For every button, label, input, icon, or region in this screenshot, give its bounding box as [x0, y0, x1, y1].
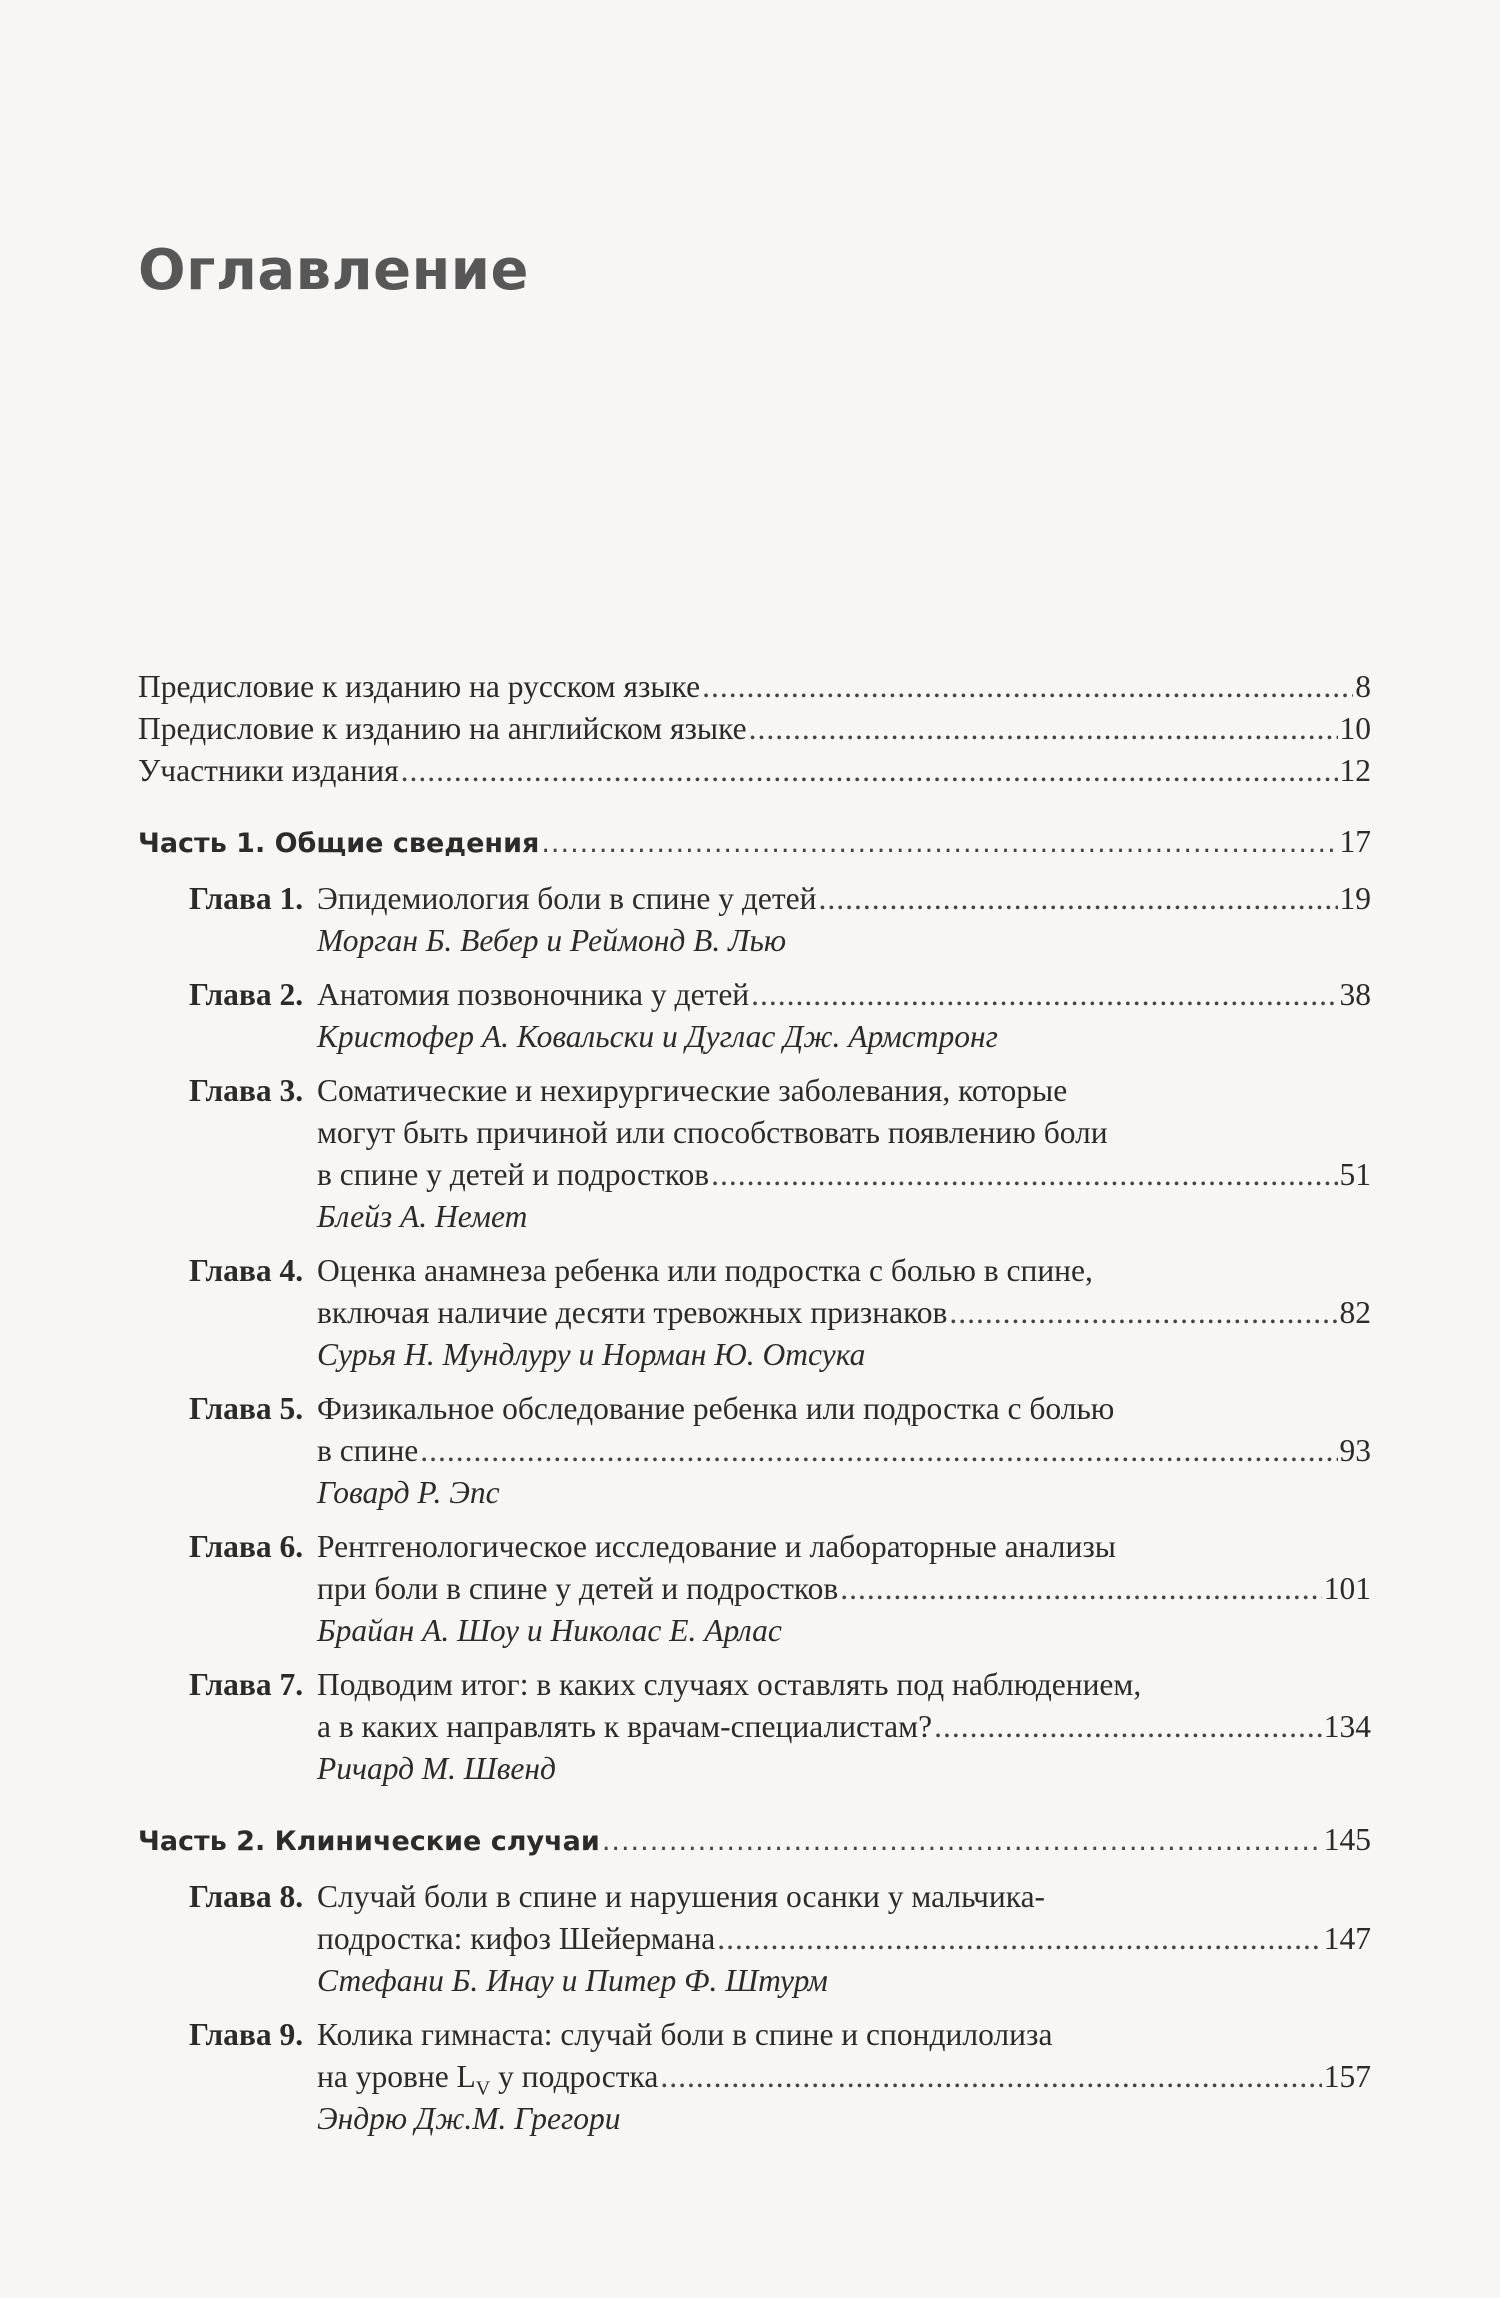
page-number: 145	[1323, 1822, 1371, 1857]
toc-chapter-2[interactable]	[138, 974, 1371, 1058]
entry-text: Участники издания	[138, 753, 399, 788]
leader-dots	[818, 878, 1337, 920]
page-number: 101	[1323, 1571, 1371, 1606]
page-number: 147	[1323, 1921, 1371, 1956]
page-number: 8	[1355, 669, 1371, 704]
page-number: 38	[1339, 977, 1371, 1012]
chapter-authors: Ричард М. Швенд	[317, 1751, 556, 1786]
leader-dots	[660, 2056, 1321, 2098]
chapter-label: Глава 4.	[189, 1253, 304, 1288]
vertebra-subscript: V	[475, 2077, 491, 2100]
page-number: 157	[1323, 2059, 1371, 2094]
chapter-authors: Блейз А. Немет	[317, 1199, 528, 1234]
part-title: Часть 1. Общие сведения	[138, 828, 540, 859]
toc-chapter-5[interactable]	[138, 1388, 1371, 1514]
page-number: 12	[1339, 753, 1371, 788]
toc-part-1[interactable]	[138, 820, 1371, 864]
chapter-title-line-2: при боли в спине у детей и подростков	[317, 1571, 839, 1606]
toc-part-2[interactable]	[138, 1818, 1371, 1862]
chapter-title-line-2: могут быть причиной или способствовать появлению боли	[317, 1115, 1108, 1150]
chapter-title-line-1: Физикальное обследование ребенка или подростка с болью	[317, 1391, 1115, 1426]
page-number: 82	[1339, 1295, 1371, 1330]
chapter-title: Анатомия позвоночника у детей	[317, 977, 750, 1012]
toc-chapter-8[interactable]	[138, 1876, 1371, 2002]
leader-dots	[711, 1154, 1337, 1196]
leader-dots	[840, 1568, 1322, 1610]
chapter-title-line-1: Рентгенологическое исследование и лабораторные анализы	[317, 1529, 1116, 1564]
leader-dots	[401, 750, 1338, 792]
leader-dots	[420, 1430, 1337, 1472]
toc-chapter-1[interactable]	[138, 878, 1371, 962]
chapter-label: Глава 9.	[189, 2017, 304, 2052]
page-number: 93	[1339, 1433, 1371, 1468]
chapter-title-line-2: в спине	[317, 1433, 419, 1468]
chapter-authors: Сурья Н. Мундлуру и Норман Ю. Отсука	[317, 1337, 866, 1372]
entry-text: Предисловие к изданию на английском языке	[138, 711, 747, 746]
leader-dots	[749, 708, 1338, 750]
chapter-title-line-3: в спине у детей и подростков	[317, 1157, 710, 1192]
title-text-cont: у подростка	[490, 2059, 659, 2094]
chapter-title-line-2: а в каких направлять к врачам-специалистам?	[317, 1709, 933, 1744]
toc-entry-contributors[interactable]	[138, 750, 1371, 792]
chapter-authors: Морган Б. Вебер и Реймонд В. Лью	[317, 923, 787, 958]
chapter-title: Эпидемиология боли в спине у детей	[317, 881, 817, 916]
entry-text: Предисловие к изданию на русском языке	[138, 669, 701, 704]
page-number: 51	[1339, 1157, 1371, 1192]
leader-dots	[702, 666, 1353, 708]
page-number: 17	[1339, 824, 1371, 859]
chapter-label: Глава 2.	[189, 977, 304, 1012]
chapter-label: Глава 1.	[189, 881, 304, 916]
leader-dots	[541, 822, 1337, 866]
chapter-authors: Стефани Б. Инау и Питер Ф. Штурм	[317, 1963, 828, 1998]
page-number: 134	[1323, 1709, 1371, 1744]
leader-dots	[949, 1292, 1337, 1334]
toc-chapter-6[interactable]	[138, 1526, 1371, 1652]
toc-chapter-3[interactable]	[138, 1070, 1371, 1238]
chapter-title-line-2: включая наличие десяти тревожных признаков	[317, 1295, 948, 1330]
chapter-title-line-1: Оценка анамнеза ребенка или подростка с болью в спине,	[317, 1253, 1093, 1288]
table-of-contents	[138, 666, 1371, 2140]
part-title: Часть 2. Клинические случаи	[138, 1826, 600, 1857]
chapter-label: Глава 6.	[189, 1529, 304, 1564]
leader-dots	[934, 1706, 1322, 1748]
toc-entry-preface-en[interactable]	[138, 708, 1371, 750]
toc-chapter-4[interactable]	[138, 1250, 1371, 1376]
toc-chapter-9[interactable]	[138, 2014, 1371, 2140]
leader-dots	[751, 974, 1337, 1016]
chapter-label: Глава 3.	[189, 1073, 304, 1108]
chapter-label: Глава 8.	[189, 1879, 304, 1914]
toc-chapter-7[interactable]	[138, 1664, 1371, 1790]
page-number: 10	[1339, 711, 1371, 746]
title-text: на уровне L	[317, 2059, 476, 2094]
chapter-authors: Брайан А. Шоу и Николас Е. Арлас	[317, 1613, 782, 1648]
toc-entry-preface-ru[interactable]	[138, 666, 1371, 708]
chapter-title-line-1: Случай боли в спине и нарушения осанки у мальчика-	[317, 1879, 1046, 1914]
chapter-authors: Говард Р. Эпс	[317, 1475, 500, 1510]
leader-dots	[602, 1820, 1322, 1864]
leader-dots	[717, 1918, 1322, 1960]
page-title: Оглавление	[138, 238, 530, 303]
chapter-title-line-1: Колика гимнаста: случай боли в спине и спондилолиза	[317, 2017, 1053, 2052]
page-number: 19	[1339, 881, 1371, 916]
chapter-title-line-2: подростка: кифоз Шейермана	[317, 1921, 716, 1956]
chapter-authors: Эндрю Дж.М. Грегори	[317, 2101, 621, 2136]
chapter-label: Глава 7.	[189, 1667, 304, 1702]
chapter-title-line-1: Соматические и нехирургические заболевания, которые	[317, 1073, 1068, 1108]
chapter-authors: Кристофер А. Ковальски и Дуглас Дж. Армстронг	[317, 1019, 998, 1054]
chapter-label: Глава 5.	[189, 1391, 304, 1426]
chapter-title-line-1: Подводим итог: в каких случаях оставлять под наблюдением,	[317, 1667, 1142, 1702]
